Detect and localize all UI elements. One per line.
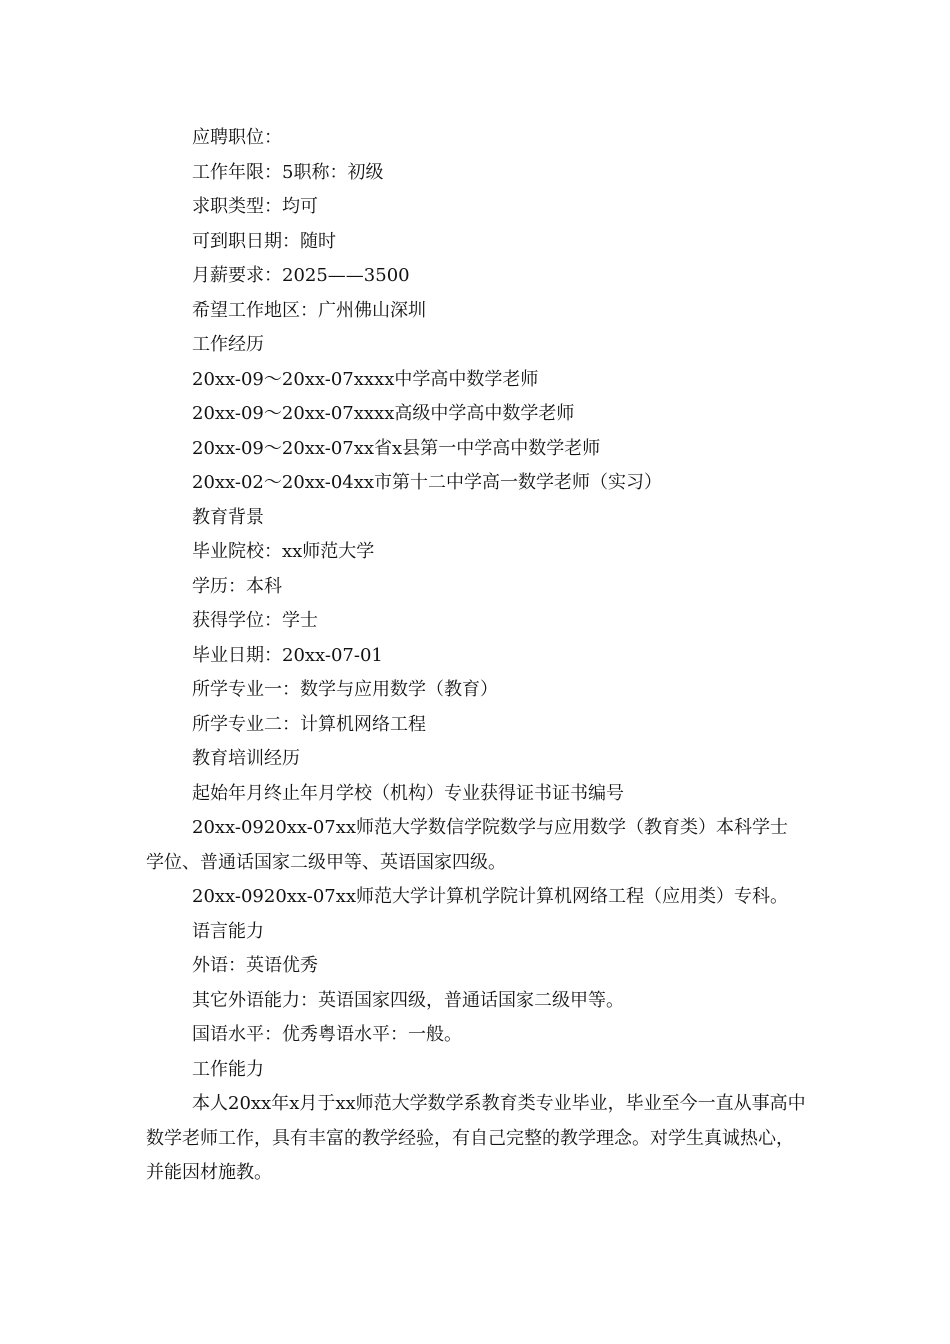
available-date-line: 可到职日期：随时 <box>192 230 336 252</box>
training-columns-line: 起始年月终止年月学校（机构）专业获得证书证书编号 <box>192 782 624 804</box>
work-experience-item: 20xx-09～20xx-07xxxx高级中学高中数学老师 <box>192 403 575 424</box>
work-experience-heading: 工作经历 <box>192 334 264 355</box>
education-heading: 教育背景 <box>192 506 264 528</box>
mandarin-cantonese-line: 国语水平：优秀粤语水平：一般。 <box>192 1024 462 1045</box>
resume-text-body <box>146 121 806 1191</box>
work-years-line: 工作年限：5职称：初级 <box>192 161 384 183</box>
graduation-date-line: 毕业日期：20xx-07-01 <box>192 644 383 666</box>
position-line: 应聘职位： <box>192 127 282 148</box>
training-entry-line: 20xx-0920xx-07xx师范大学计算机学院计算机网络工程（应用类）专科。 <box>192 886 789 907</box>
language-heading: 语言能力 <box>192 920 264 942</box>
degree-level-line: 学历：本科 <box>192 575 282 597</box>
school-line: 毕业院校：xx师范大学 <box>192 541 375 562</box>
work-area-line: 希望工作地区：广州佛山深圳 <box>192 299 426 321</box>
work-experience-item: 20xx-02～20xx-04xx市第十二中学高一数学老师（实习） <box>192 472 663 493</box>
salary-line: 月薪要求：2025——3500 <box>192 265 410 286</box>
work-experience-item: 20xx-09～20xx-07xxxx中学高中数学老师 <box>192 368 539 390</box>
major-one-line: 所学专业一：数学与应用数学（教育） <box>192 679 498 700</box>
other-language-line: 其它外语能力：英语国家四级，普通话国家二级甲等。 <box>192 989 624 1011</box>
training-entry-paragraph: 20xx-0920xx-07xx师范大学数信学院数学与应用数学（教育类）本科学士学位、普通话国家二级甲等、英语国家四级。 <box>146 817 789 873</box>
training-heading: 教育培训经历 <box>192 748 300 769</box>
job-type-line: 求职类型：均可 <box>192 196 318 217</box>
foreign-language-line: 外语：英语优秀 <box>192 955 318 976</box>
work-ability-paragraph: 本人20xx年x月于xx师范大学数学系教育类专业毕业，毕业至今一直从事高中数学老师工作，具有丰富的教学经验，有自己完整的教学理念。对学生真诚热心，并能因材施教。 <box>146 1093 806 1183</box>
work-ability-heading: 工作能力 <box>192 1058 264 1080</box>
degree-line: 获得学位：学士 <box>192 610 318 631</box>
major-two-line: 所学专业二：计算机网络工程 <box>192 713 426 735</box>
work-experience-item: 20xx-09～20xx-07xx省x县第一中学高中数学老师 <box>192 437 601 459</box>
